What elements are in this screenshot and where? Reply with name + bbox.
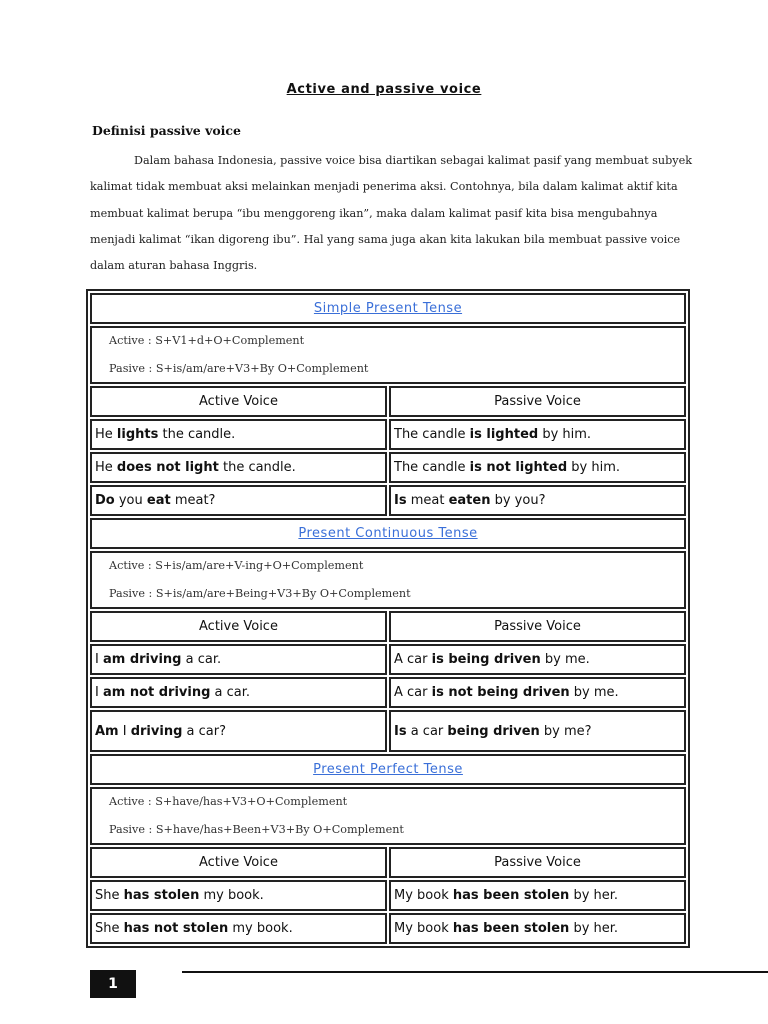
tense-table xyxy=(86,289,690,948)
active-formula: Active : S+have/has+V3+O+Complement xyxy=(109,795,348,808)
page-number: 1 xyxy=(90,970,136,998)
sentence-fragment: She xyxy=(95,921,124,936)
verb-phrase: has been stolen xyxy=(452,921,570,936)
sentence-fragment: a car. xyxy=(210,685,251,700)
sentence-fragment: the candle. xyxy=(218,460,296,475)
verb-phrase: Is xyxy=(394,723,407,739)
formula-row xyxy=(90,326,686,384)
active-sentence xyxy=(90,880,387,911)
passive-sentence xyxy=(389,913,686,944)
active-sentence xyxy=(90,677,387,708)
passive-sentence xyxy=(389,677,686,708)
formula-row xyxy=(90,787,686,845)
sentence-fragment: My book xyxy=(394,921,453,936)
sentence-fragment: a car. xyxy=(181,652,222,667)
sentence-fragment: by me. xyxy=(540,652,590,667)
verb-phrase: does not light xyxy=(116,460,219,475)
sentence-fragment: She xyxy=(95,888,124,903)
sentence-text xyxy=(95,652,221,667)
sentence-fragment: by him. xyxy=(567,460,620,475)
sentence-text xyxy=(394,724,592,739)
verb-phrase: Do xyxy=(95,493,115,508)
sentence-fragment: by me. xyxy=(569,685,619,700)
paragraph-line: dalam aturan bahasa Inggris. xyxy=(90,259,258,273)
table-row xyxy=(90,913,686,944)
table-row xyxy=(90,452,686,483)
sentence-fragment: The candle xyxy=(394,460,470,475)
active-sentence xyxy=(90,452,387,483)
sentence-fragment: I xyxy=(95,652,103,667)
sentence-fragment: the candle. xyxy=(158,427,236,442)
verb-phrase: eat xyxy=(146,493,171,508)
passive-formula: Pasive : S+have/has+Been+V3+By O+Complement xyxy=(109,823,404,836)
sentence-fragment: meat? xyxy=(170,493,216,508)
sentence-text xyxy=(95,685,250,700)
active-formula: Active : S+V1+d+O+Complement xyxy=(109,334,305,347)
document-title: Active and passive voice xyxy=(286,82,482,97)
sentence-fragment: my book. xyxy=(199,888,264,903)
sentence-fragment: you xyxy=(114,493,147,508)
paragraph-line: Dalam bahasa Indonesia, passive voice bisa diartikan sebagai kalimat pasif yang membuat subyek xyxy=(134,154,692,167)
sentence-fragment: a car? xyxy=(182,723,226,739)
sentence-fragment: A car xyxy=(394,685,432,700)
section-heading-row xyxy=(90,754,686,785)
verb-phrase: am not driving xyxy=(102,685,211,700)
passive-sentence xyxy=(389,485,686,516)
verb-phrase: is not being driven xyxy=(431,685,570,700)
active-formula: Active : S+is/am/are+V-ing+O+Complement xyxy=(109,559,364,572)
paragraph-line: kalimat tidak membuat aksi melainkan menjadi penerima aksi. Contohnya, bila dalam kalimat aktif kita xyxy=(90,180,678,194)
section-heading-row xyxy=(90,293,686,324)
sentence-text xyxy=(394,921,618,936)
sentence-fragment: by him. xyxy=(538,427,592,442)
paragraph-line: membuat kalimat berupa “ibu menggoreng ikan”, maka dalam kalimat pasif kita bisa mengubahnya xyxy=(90,206,658,220)
verb-phrase: Am xyxy=(95,723,119,739)
active-sentence xyxy=(90,710,387,752)
verb-phrase: has not stolen xyxy=(123,921,229,936)
definition-heading: Definisi passive voice xyxy=(92,123,241,138)
passive-sentence xyxy=(389,419,686,450)
verb-phrase: am driving xyxy=(102,652,182,667)
passive-voice-header: Passive Voice xyxy=(389,611,686,642)
sentence-text xyxy=(95,460,296,475)
section-heading[interactable]: Simple Present Tense xyxy=(90,293,686,324)
sentence-fragment: My book xyxy=(394,888,453,903)
sentence-fragment: by me? xyxy=(539,723,592,739)
active-sentence xyxy=(90,485,387,516)
table-row xyxy=(90,677,686,708)
sentence-text xyxy=(394,427,591,442)
formula-cell xyxy=(90,326,686,384)
sentence-text xyxy=(394,460,620,475)
column-header-row xyxy=(90,847,686,878)
sentence-fragment: I xyxy=(95,685,103,700)
sentence-fragment: by her. xyxy=(569,921,619,936)
passive-sentence xyxy=(389,644,686,675)
sentence-text xyxy=(95,921,293,936)
verb-phrase: lights xyxy=(116,427,159,442)
sentence-text xyxy=(394,652,590,667)
passive-formula: Pasive : S+is/am/are+V3+By O+Complement xyxy=(109,362,369,375)
verb-phrase: is being driven xyxy=(431,652,541,667)
passive-voice-header: Passive Voice xyxy=(389,847,686,878)
definition-paragraph xyxy=(90,148,690,279)
active-voice-header: Active Voice xyxy=(90,611,387,642)
verb-phrase: being driven xyxy=(447,723,540,739)
sentence-text xyxy=(394,493,545,508)
active-voice-header: Active Voice xyxy=(90,386,387,417)
passive-sentence xyxy=(389,880,686,911)
sentence-fragment: He xyxy=(95,460,117,475)
active-voice-header: Active Voice xyxy=(90,847,387,878)
passive-sentence xyxy=(389,452,686,483)
sentence-fragment: meat xyxy=(406,493,449,508)
section-heading-row xyxy=(90,518,686,549)
passive-formula: Pasive : S+is/am/are+Being+V3+By O+Complement xyxy=(109,587,411,600)
footer-divider xyxy=(182,971,768,973)
sentence-fragment: by her. xyxy=(569,888,619,903)
verb-phrase: has stolen xyxy=(123,888,200,903)
active-sentence xyxy=(90,913,387,944)
table-row xyxy=(90,710,686,752)
sentence-fragment: by you? xyxy=(490,493,546,508)
formula-cell xyxy=(90,787,686,845)
sentence-text xyxy=(95,888,264,903)
sentence-fragment: a car xyxy=(406,723,448,739)
sentence-text xyxy=(95,724,226,739)
sentence-text xyxy=(394,888,618,903)
active-sentence xyxy=(90,644,387,675)
verb-phrase: Is xyxy=(394,493,407,508)
table-row xyxy=(90,880,686,911)
sentence-text xyxy=(95,427,235,442)
section-heading[interactable]: Present Continuous Tense xyxy=(90,518,686,549)
sentence-fragment: I xyxy=(118,723,131,739)
table-row xyxy=(90,485,686,516)
verb-phrase: driving xyxy=(130,723,183,739)
sentence-fragment: He xyxy=(95,427,117,442)
section-heading[interactable]: Present Perfect Tense xyxy=(90,754,686,785)
sentence-fragment: The candle xyxy=(394,427,470,442)
column-header-row xyxy=(90,611,686,642)
verb-phrase: has been stolen xyxy=(452,888,570,903)
passive-voice-header: Passive Voice xyxy=(389,386,686,417)
table-row xyxy=(90,644,686,675)
column-header-row xyxy=(90,386,686,417)
table-row xyxy=(90,419,686,450)
sentence-fragment: my book. xyxy=(228,921,293,936)
sentence-text xyxy=(95,493,215,508)
formula-cell xyxy=(90,551,686,609)
sentence-text xyxy=(394,685,619,700)
verb-phrase: eaten xyxy=(448,493,491,508)
verb-phrase: is not lighted xyxy=(469,460,568,475)
verb-phrase: is lighted xyxy=(469,427,539,442)
active-sentence xyxy=(90,419,387,450)
formula-row xyxy=(90,551,686,609)
sentence-fragment: A car xyxy=(394,652,432,667)
passive-sentence xyxy=(389,710,686,752)
paragraph-line: menjadi kalimat “ikan digoreng ibu”. Hal yang sama juga akan kita lakukan bila membuat passive voice xyxy=(90,232,681,246)
